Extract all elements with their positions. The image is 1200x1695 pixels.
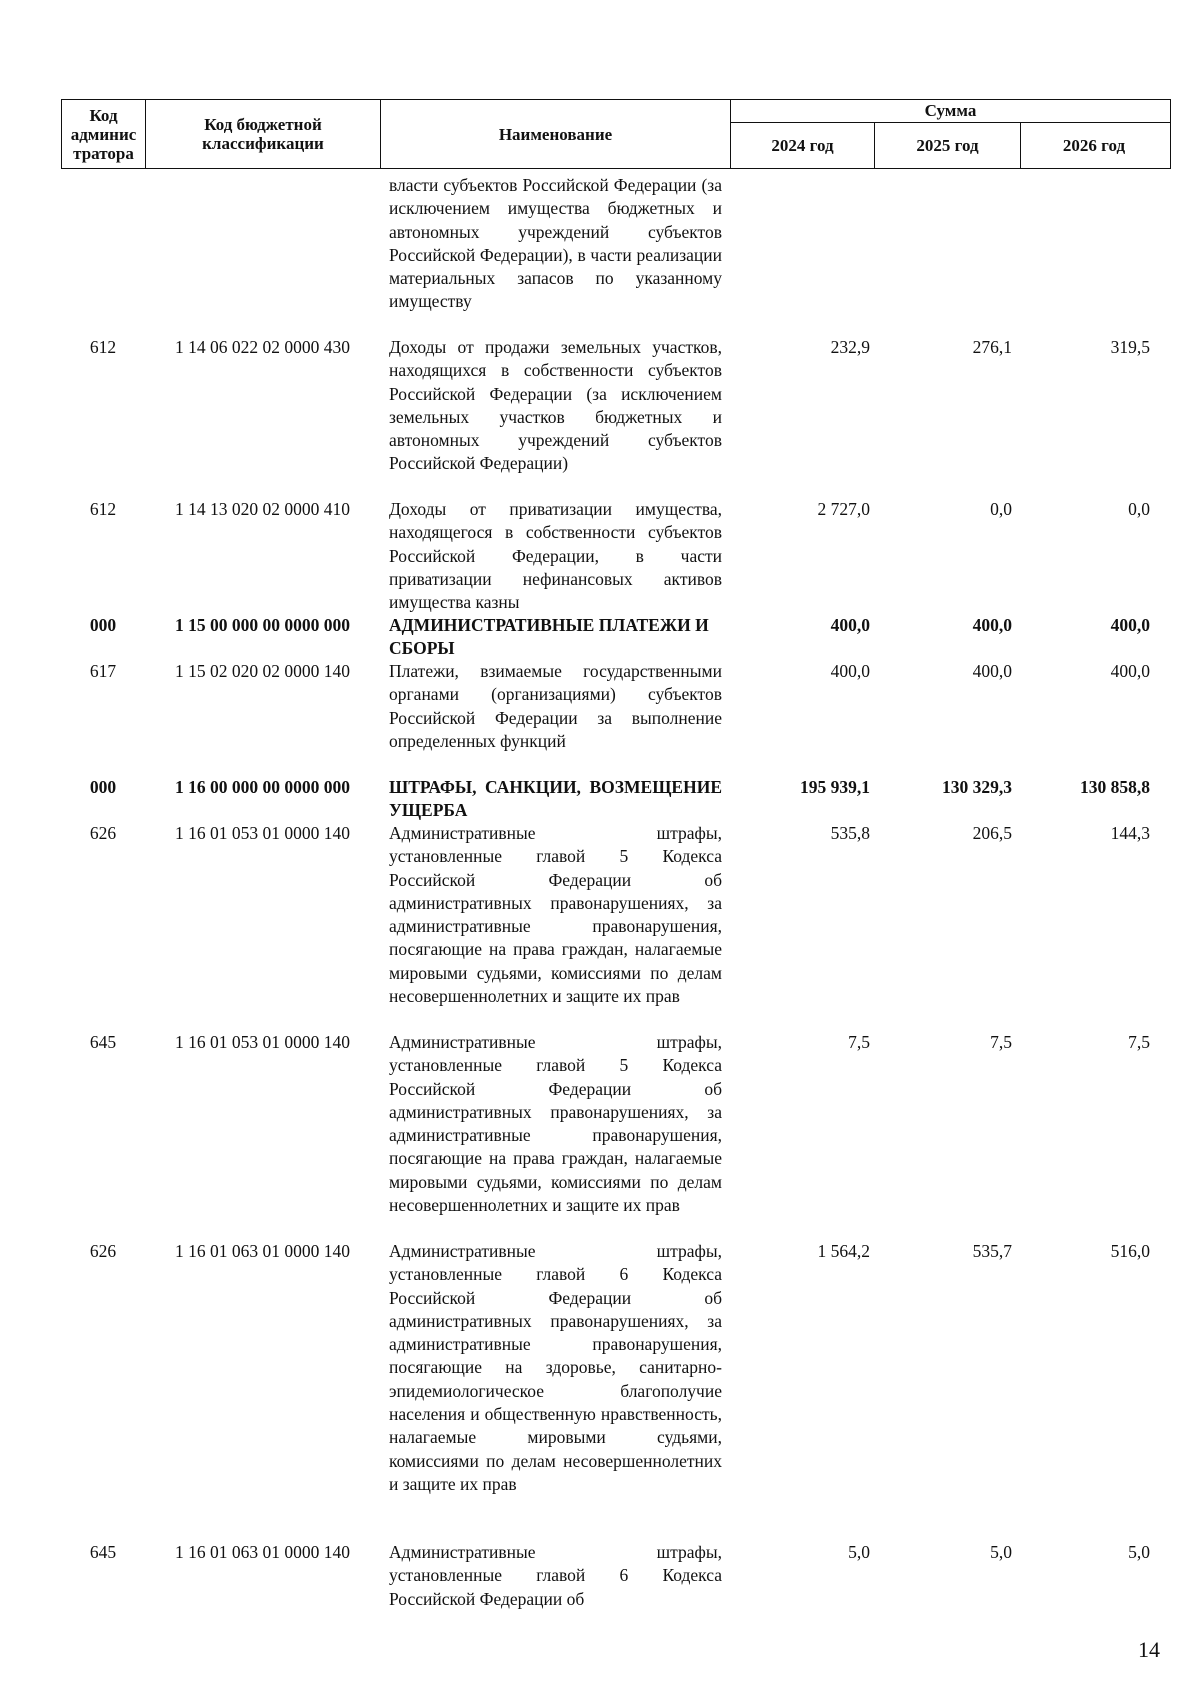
header-year-2025: 2025 год: [875, 123, 1021, 168]
row-name: власти субъектов Российской Федерации (за исключением имущества бюджетных и автономных учреждений субъектов Российской Федерации), в части реализации материальных запасов по указанному имуществу: [389, 175, 722, 312]
row-sum-2025: 5,0: [990, 1542, 1012, 1562]
row-budget-code: 1 14 06 022 02 0000 430: [175, 337, 350, 357]
page-number: 14: [1138, 1637, 1160, 1662]
row-name: Платежи, взимаемые государственными органами (организациями) субъектов Российской Федерации за выполнение определенных функций: [389, 661, 722, 751]
header-budget-code: Код бюджетной классификации: [146, 100, 381, 168]
row-admin-code: 645: [89, 1032, 117, 1052]
row-name: АДМИНИСТРАТИВНЫЕ ПЛАТЕЖИ И СБОРЫ: [389, 615, 709, 659]
row-admin-code: 000: [89, 615, 117, 635]
row-sum-2024: 400,0: [830, 615, 870, 635]
row-sum-2025: 0,0: [990, 499, 1012, 519]
row-sum-2025: 276,1: [972, 337, 1012, 357]
row-sum-2026: 7,5: [1128, 1032, 1150, 1052]
row-sum-2026: 0,0: [1128, 499, 1150, 519]
row-admin-code: 626: [89, 1241, 117, 1261]
row-admin-code: 645: [89, 1542, 117, 1562]
row-sum-2024: 535,8: [830, 823, 870, 843]
row-sum-2024: 7,5: [848, 1032, 870, 1052]
row-sum-2024: 2 727,0: [817, 499, 870, 519]
row-sum-2024: 400,0: [830, 661, 870, 681]
row-sum-2025: 400,0: [972, 661, 1012, 681]
row-name: Административные штрафы, установленные главой 6 Кодекса Российской Федерации об административных правонарушениях, за административные правонарушения, посягающие на здоровье, санитарно-эпидемиологическое благополучие населения и общественную нравственность, налагаемые мировыми судьями, комиссиями по делам несовершеннолетних и защите их прав: [389, 1241, 722, 1494]
row-budget-code: 1 16 01 053 01 0000 140: [175, 1032, 350, 1052]
row-name: Административные штрафы, установленные главой 5 Кодекса Российской Федерации об административных правонарушениях, за административные правонарушения, посягающие на права граждан, налагаемые мировыми судьями, комиссиями по делам несовершеннолетних и защите их прав: [389, 1032, 722, 1216]
row-sum-2026: 319,5: [1110, 337, 1150, 357]
row-sum-2024: 195 939,1: [800, 777, 870, 797]
row-sum-2026: 516,0: [1110, 1241, 1150, 1261]
row-sum-2025: 400,0: [972, 615, 1012, 635]
header-admin-code: Код админис тратора: [62, 100, 146, 168]
row-budget-code: 1 15 02 020 02 0000 140: [175, 661, 350, 681]
row-budget-code: 1 16 01 063 01 0000 140: [175, 1542, 350, 1562]
row-admin-code: 000: [89, 777, 117, 797]
row-sum-2025: 7,5: [990, 1032, 1012, 1052]
row-budget-code: 1 16 00 000 00 0000 000: [175, 777, 350, 797]
row-name: ШТРАФЫ, САНКЦИИ, ВОЗМЕЩЕНИЕ УЩЕРБА: [389, 777, 722, 821]
row-name: Доходы от продажи земельных участков, находящихся в собственности субъектов Российской Федерации (за исключением земельных участков бюджетных и автономных учреждений субъектов Российской Федерации): [389, 337, 722, 474]
row-sum-2026: 400,0: [1110, 661, 1150, 681]
header-year-2026: 2026 год: [1062, 135, 1126, 155]
row-budget-code: 1 15 00 000 00 0000 000: [175, 615, 350, 635]
row-name: Доходы от приватизации имущества, находящегося в собственности субъектов Российской Федерации, в части приватизации нефинансовых активов имущества казны: [389, 499, 722, 613]
row-admin-code: 626: [89, 823, 117, 843]
row-sum-2025: 130 329,3: [942, 777, 1012, 797]
row-admin-code: 612: [89, 499, 117, 519]
row-sum-2026: 130 858,8: [1080, 777, 1150, 797]
row-sum-2026: 5,0: [1128, 1542, 1150, 1562]
row-sum-2024: 5,0: [848, 1542, 870, 1562]
row-budget-code: 1 16 01 053 01 0000 140: [175, 823, 350, 843]
header-sum: Сумма: [731, 100, 1170, 123]
row-name: Административные штрафы, установленные главой 5 Кодекса Российской Федерации об административных правонарушениях, за административные правонарушения, посягающие на права граждан, налагаемые мировыми судьями, комиссиями по делам несовершеннолетних и защите их прав: [389, 823, 722, 1007]
row-admin-code: 612: [89, 337, 117, 357]
header-sum-group: [731, 100, 1170, 168]
row-sum-2024: 232,9: [830, 337, 870, 357]
row-admin-code: 617: [89, 661, 117, 681]
row-sum-2026: 144,3: [1110, 823, 1150, 843]
row-sum-2025: 535,7: [972, 1241, 1012, 1261]
row-name: Административные штрафы, установленные главой 6 Кодекса Российской Федерации об: [389, 1542, 722, 1609]
row-budget-code: 1 14 13 020 02 0000 410: [175, 499, 350, 519]
row-sum-2026: 400,0: [1110, 615, 1150, 635]
header-name: Наименование: [381, 100, 731, 168]
row-sum-2024: 1 564,2: [817, 1241, 870, 1261]
row-budget-code: 1 16 01 063 01 0000 140: [175, 1241, 350, 1261]
row-sum-2025: 206,5: [972, 823, 1012, 843]
header-year-2024: 2024 год: [731, 123, 875, 168]
table-header: [61, 99, 1171, 169]
